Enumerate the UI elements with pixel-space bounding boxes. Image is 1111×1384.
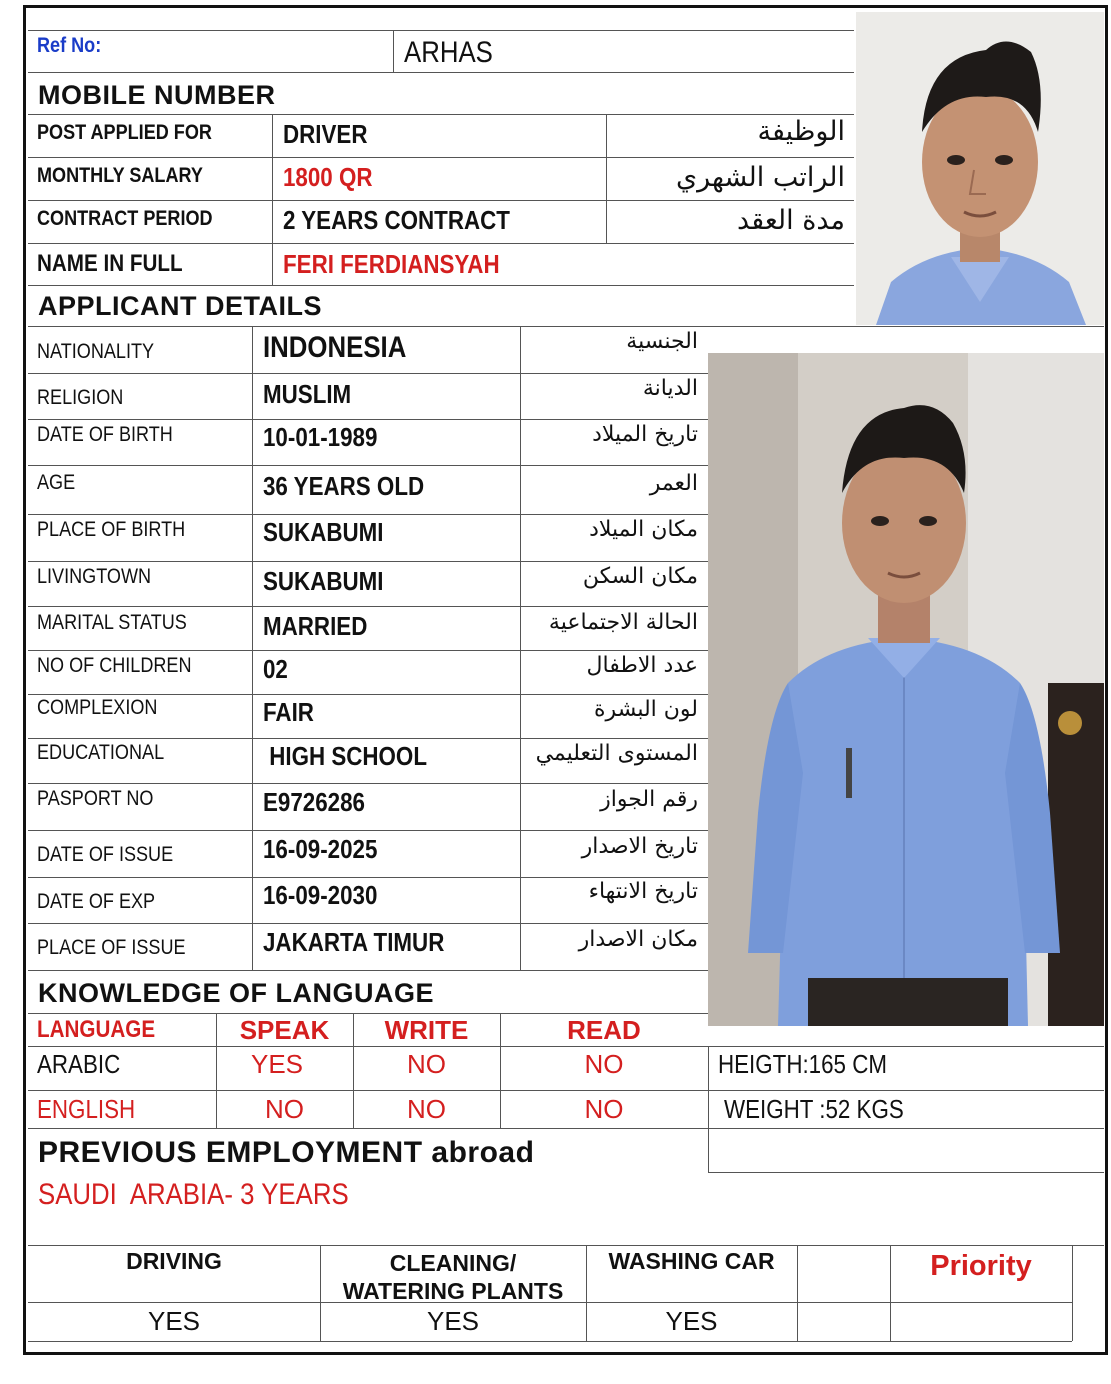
priority-header: Priority [930,1250,1032,1282]
post-label: POST APPLIED FOR [37,121,212,144]
passport-value: E9726286 [263,787,365,817]
salary-value: 1800 QR [283,162,373,192]
education-arabic: المستوى التعليمي [535,741,698,766]
issue-date-label: DATE OF ISSUE [37,843,174,866]
passport-label: PASPORT NO [37,787,154,810]
portrait-photo-illustration [856,12,1104,325]
name-label: NAME IN FULL [37,250,183,277]
livingtown-arabic: مكان السكن [582,564,698,589]
read-header: READ [567,1015,641,1045]
contract-label: CONTRACT PERIOD [37,207,213,230]
livingtown-value: SUKABUMI [263,566,384,596]
driving-value: YES [147,1306,201,1336]
applicant-details-title: APPLICANT DETAILS [38,291,322,321]
post-arabic: الوظيفة [757,116,845,147]
ref-label: Ref No: [37,34,102,57]
employment-title [38,1138,534,1168]
religion-arabic: الديانة [642,376,698,401]
employment-title-tail: abroad [422,1136,535,1169]
employment-value: SAUDI ARABIA- 3 YEARS [38,1178,349,1211]
write-header: WRITE [384,1015,469,1045]
dob-arabic: تاريخ الميلاد [592,422,698,447]
full-body-photo-illustration [708,353,1104,1026]
mobile-number-title: MOBILE NUMBER [38,80,276,110]
religion-value: MUSLIM [263,379,352,409]
livingtown-label: LIVINGTOWN [37,565,152,588]
religion-label: RELIGION [37,386,124,409]
salary-label: MONTHLY SALARY [37,164,203,187]
dob-label: DATE OF BIRTH [37,423,173,446]
marital-label: MARITAL STATUS [37,611,187,634]
cleaning-value: YES [426,1306,480,1336]
children-label: NO OF CHILDREN [37,654,192,677]
issue-date-value: 16-09-2025 [263,834,378,864]
complexion-value: FAIR [263,697,314,727]
name-value: FERI FERDIANSYAH [283,249,500,279]
dob-value: 10-01-1989 [263,422,378,452]
height-value: HEIGTH:165 CM [718,1049,887,1079]
ref-value: ARHAS [404,36,493,69]
complexion-arabic: لون البشرة [594,697,698,722]
education-label: EDUCATIONAL [37,741,165,764]
driving-header: DRIVING [126,1248,222,1274]
contract-value: 2 YEARS CONTRACT [283,205,510,235]
marital-value: MARRIED [263,611,368,641]
arabic-language: ARABIC [37,1049,121,1079]
issue-date-arabic: تاريخ الاصدار [581,834,698,859]
exp-date-label: DATE OF EXP [37,890,156,913]
english-speak: NO [265,1094,304,1124]
weight-value: WEIGHT :52 KGS [724,1094,904,1124]
issue-place-label: PLACE OF ISSUE [37,936,186,959]
nationality-label: NATIONALITY [37,340,155,363]
washing-value: YES [665,1306,718,1336]
employment-title-bold: PREVIOUS EMPLOYMENT [38,1136,423,1169]
issue-place-arabic: مكان الاصدار [578,927,698,952]
language-header: LANGUAGE [37,1016,156,1043]
issue-place-value: JAKARTA TIMUR [263,927,445,957]
english-language: ENGLISH [37,1094,136,1124]
pob-arabic: مكان الميلاد [589,517,698,542]
language-title: KNOWLEDGE OF LANGUAGE [38,978,434,1008]
exp-date-value: 16-09-2030 [263,880,378,910]
portrait-photo [856,12,1104,325]
arabic-write: NO [407,1049,446,1079]
complexion-label: COMPLEXION [37,696,158,719]
pob-value: SUKABUMI [263,517,384,547]
nationality-value: INDONESIA [263,331,407,364]
english-read: NO [584,1094,624,1124]
age-value: 36 YEARS OLD [263,471,425,501]
nationality-arabic: الجنسية [626,329,698,354]
washing-header: WASHING CAR [608,1248,775,1274]
contract-arabic: مدة العقد [737,205,845,236]
pob-label: PLACE OF BIRTH [37,518,186,541]
salary-arabic: الراتب الشهري [675,162,845,193]
children-arabic: عدد الاطفال [586,653,698,678]
arabic-read: NO [584,1049,624,1079]
children-value: 02 [263,654,288,684]
age-label: AGE [37,471,76,494]
marital-arabic: الحالة الاجتماعية [548,610,698,635]
english-write: NO [407,1094,446,1124]
passport-arabic: رقم الجواز [600,787,698,812]
age-arabic: العمر [649,471,698,496]
education-value: HIGH SCHOOL [263,741,427,771]
full-body-photo [708,353,1104,1026]
post-value: DRIVER [283,119,368,149]
speak-header: SPEAK [239,1015,330,1045]
cleaning-header: CLEANING/ WATERING PLANTS [342,1250,564,1304]
exp-date-arabic: تاريخ الانتهاء [588,879,698,904]
arabic-speak: YES [250,1049,304,1079]
